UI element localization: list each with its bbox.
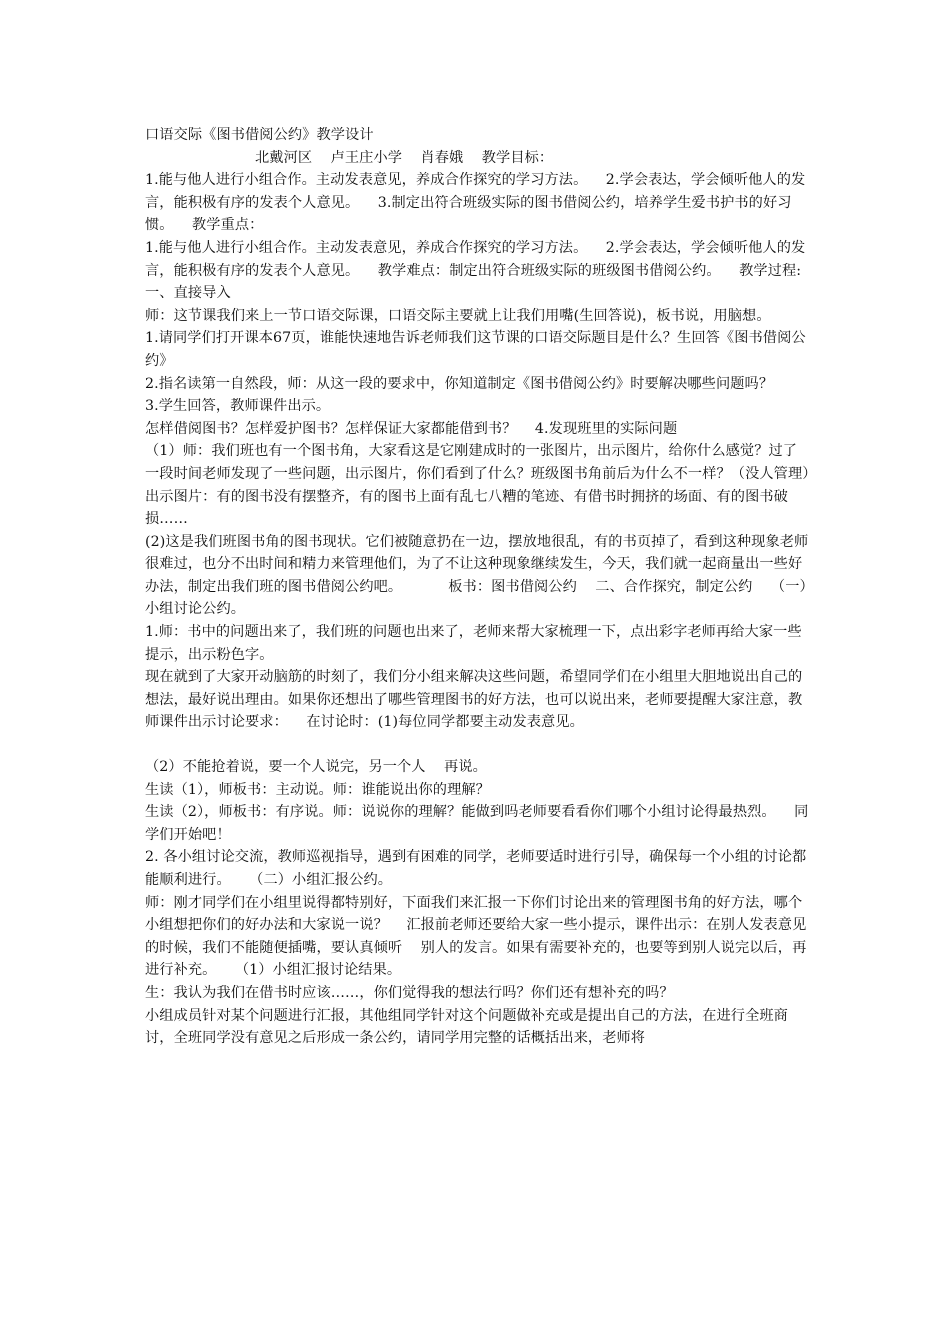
blank-line bbox=[145, 734, 811, 756]
paragraph: 1.师：书中的问题出来了，我们班的问题也出来了，老师来帮大家梳理一下，点出彩字老师再给大家一些提示，出示粉色字。 bbox=[145, 624, 802, 663]
paragraph: 1.能与他人进行小组合作。主动发表意见，养成合作探究的学习方法。 2.学会表达，学会倾听他人的发言，能积极有序的发表个人意见。 教学难点：制定出符合班级实际的班级图书借阅公约。 教学过程: 一、直接导入 bbox=[145, 239, 806, 302]
document-page bbox=[145, 124, 825, 1050]
author-line: 北戴河区 卢王庄小学 肖春娥 教学目标： bbox=[255, 149, 554, 166]
paragraph: 生读（1），师板书：主动说。师：谁能说出你的理解？ bbox=[145, 781, 490, 798]
paragraph: (2)这是我们班图书角的图书现状。它们被随意扔在一边，摆放地很乱，有的书页掉了，看到这种现象老师很难过，也分不出时间和精力来管理他们，为了不让这种现象继续发生，今天，我们就一起商量出一些好办法，制定出我们班的图书借阅公约吧。 板书：图书借阅公约 二、合作探究，制定公约 （一）小组讨论公约。 bbox=[145, 533, 809, 618]
paragraph: 现在就到了大家开动脑筋的时刻了，我们分小组来解决这些问题，希望同学们在小组里大胆地说出自己的想法，最好说出理由。如果你还想出了哪些管理图书的好方法，也可以说出来，老师要提醒大家注意，教师课件出示讨论要求： 在讨论时：(1)每位同学都要主动发表意见。 bbox=[145, 669, 803, 731]
paragraph: 出示图片：有的图书没有摆整齐，有的图书上面有乱七八糟的笔迹、有借书时拥挤的场面、有的图书破损…… bbox=[145, 488, 788, 528]
paragraph: 1.能与他人进行小组合作。主动发表意见，养成合作探究的学习方法。 2.学会表达，学会倾听他人的发言，能积极有序的发表个人意见。 3.制定出符合班级实际的图书借阅公约，培养学生爱书护书的好习惯。 教学重点： bbox=[145, 172, 806, 234]
paragraph: 师：刚才同学们在小组里说得都特别好，下面我们来汇报一下你们讨论出来的管理图书角的好方法，哪个小组想把你们的好办法和大家说一说？ 汇报前老师还要给大家一些小提示，课件出示：在别人发表意见的时候，我们不能随便插嘴，要认真倾听 别人的发言。如果有需要补充的，也要等到别人说完以后，再 进行补充。 （1）小组汇报讨论结果。 bbox=[145, 894, 825, 979]
paragraph: 2. 各小组讨论交流，教师巡视指导，遇到有困难的同学，老师要适时进行引导，确保每一个小组的讨论都能顺利进行。 （二）小组汇报公约。 bbox=[145, 849, 807, 888]
paragraph: （1）师：我们班也有一个图书角，大家看这是它刚建成时的一张图片，出示图片，给你什么感觉？过了一段时间老师发现了一些问题，出示图片，你们看到了什么？班级图书角前后为什么不一样？（没人管理） bbox=[145, 443, 817, 482]
paragraph: 小组成员针对某个问题进行汇报，其他组同学针对这个问题做补充或是提出自己的方法，在进行全班商讨，全班同学没有意见之后形成一条公约，请同学用完整的话概括出来，老师将 bbox=[145, 1007, 788, 1047]
paragraph: 师：这节课我们来上一节口语交际课，口语交际主要就上让我们用嘴(生回答说)，板书说，用脑想。 bbox=[145, 307, 771, 324]
paragraph: （2）不能抢着说，要一个人说完，另一个人 再说。 bbox=[145, 759, 487, 776]
paragraph: 怎样借阅图书？怎样爱护图书？怎样保证大家都能借到书？ 4.发现班里的实际问题 bbox=[145, 420, 678, 437]
paragraph: 3.学生回答，教师课件出示。 bbox=[145, 398, 331, 415]
paragraph: 2.指名读第一自然段，师：从这一段的要求中，你知道制定《图书借阅公约》时要解决哪些问题吗？ bbox=[145, 375, 774, 392]
document-title: 口语交际《图书借阅公约》教学设计 bbox=[145, 127, 374, 143]
paragraph: 生：我认为我们在借书时应该……，你们觉得我的想法行吗？你们还有想补充的吗？ bbox=[145, 984, 674, 1001]
paragraph: 1.请同学们打开课本67页，谁能快速地告诉老师我们这节课的口语交际题目是什么？生回答《图书借阅公约》 bbox=[145, 330, 806, 369]
paragraph: 生读（2），师板书：有序说。师：说说你的理解？能做到吗老师要看看你们哪个小组讨论得最热烈。 同学们开始吧！ bbox=[145, 804, 809, 843]
